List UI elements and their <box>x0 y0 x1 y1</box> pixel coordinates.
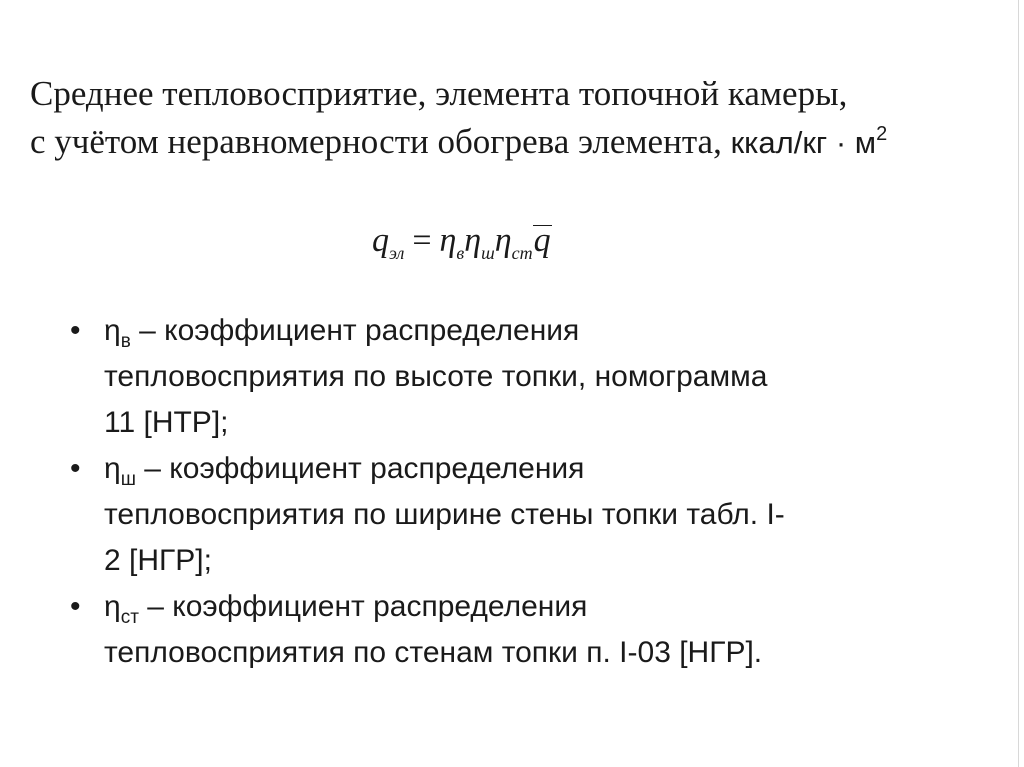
bullet-item <box>70 446 950 584</box>
formula <box>372 222 552 263</box>
bullet-symbol: η <box>104 314 121 347</box>
bullet-item <box>70 584 950 676</box>
bullet-symbol-sub: ш <box>120 469 136 490</box>
title-unit-text: ккал/кг · м <box>730 125 877 160</box>
bullet-symbol-sub: ст <box>120 607 139 628</box>
bullet-line: 2 [НГР]; <box>104 544 212 577</box>
formula-eta-1: η <box>439 222 457 259</box>
bullet-symbol: η <box>104 590 121 623</box>
slide-title <box>30 70 1010 167</box>
bullet-dot: • <box>70 314 81 347</box>
title-line-2 <box>30 118 1010 167</box>
title-unit <box>731 125 888 160</box>
bullet-symbol-sub: в <box>120 331 131 352</box>
formula-q-bar: q <box>533 222 551 259</box>
bullet-dot: • <box>70 452 81 485</box>
title-line-2-text: с учётом неравномерности обогрева элемента, <box>30 122 722 161</box>
formula-lhs-sub: эл <box>389 243 405 263</box>
bullet-line: тепловосприятия по высоте топки, номограмма <box>104 360 768 393</box>
bullet-line: тепловосприятия по ширине стены топки табл. I- <box>104 498 785 531</box>
bullet-line <box>104 308 950 354</box>
bullet-line <box>104 446 950 492</box>
bullet-dot: • <box>70 590 81 623</box>
bullet-text-1: – коэффициент распределения <box>130 314 580 347</box>
formula-equals: = <box>412 222 432 259</box>
bullet-list <box>70 308 950 676</box>
title-line-1: Среднее тепловосприятие, элемента топочной камеры, <box>30 74 848 113</box>
formula-eta-2: η <box>464 222 482 259</box>
bullet-line: тепловосприятия по стенам топки п. I-03 [НГР]. <box>104 636 763 669</box>
slide-edge-divider <box>1018 0 1019 767</box>
formula-eta-3-sub: ст <box>511 243 533 263</box>
title-unit-exponent: 2 <box>876 123 888 145</box>
bullet-line <box>104 584 950 630</box>
formula-eta-1-sub: в <box>456 243 465 263</box>
bullet-item <box>70 308 950 446</box>
formula-eta-3: η <box>494 222 512 259</box>
formula-eta-2-sub: ш <box>481 243 495 263</box>
bullet-line: 11 [НТР]; <box>104 406 229 439</box>
formula-lhs: q <box>372 222 389 259</box>
bullet-text-1: – коэффициент распределения <box>138 590 588 623</box>
bullet-symbol: η <box>104 452 121 485</box>
bullet-text-1: – коэффициент распределения <box>135 452 585 485</box>
